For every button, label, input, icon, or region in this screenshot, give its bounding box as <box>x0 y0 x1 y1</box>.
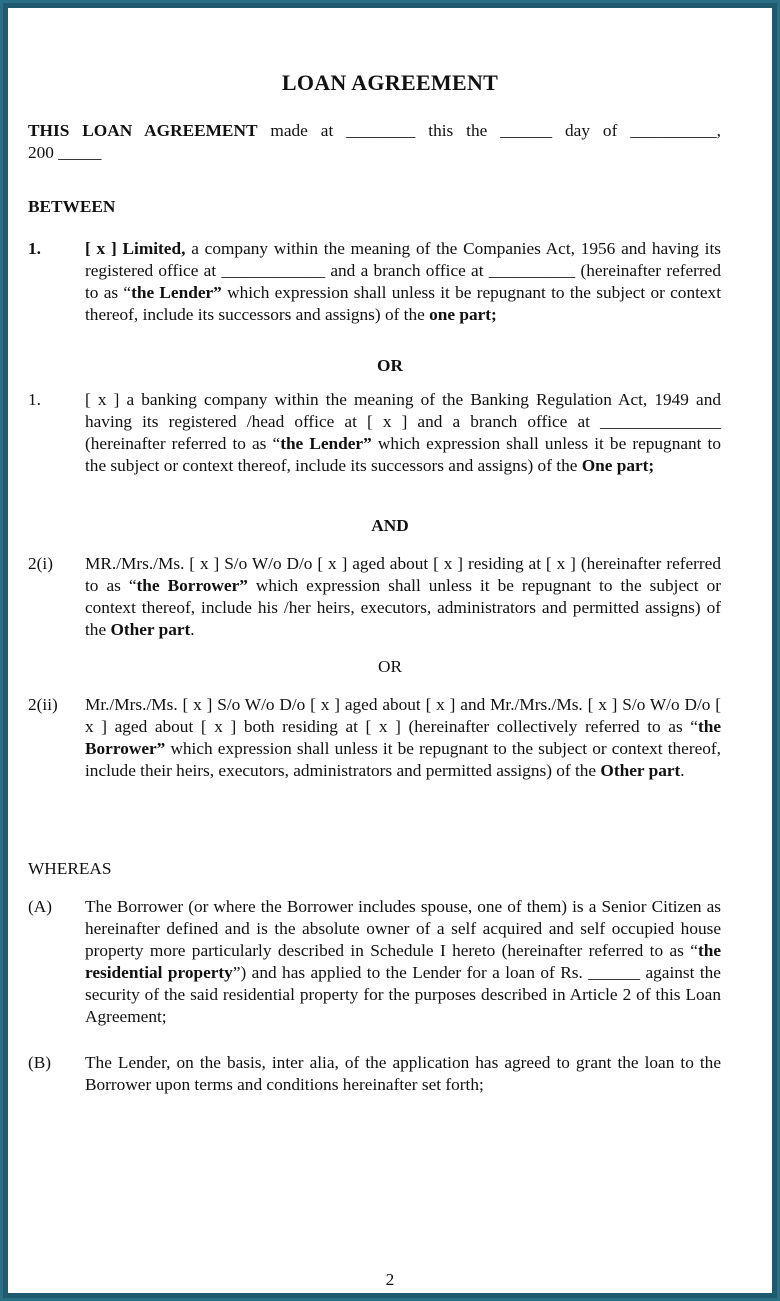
party2ii-part: Other part <box>600 761 681 780</box>
party1b-number: 1. <box>28 390 41 409</box>
intro-paragraph <box>28 120 721 164</box>
party2ii-end: . <box>680 761 685 780</box>
intro-line-1 <box>28 120 721 142</box>
party2ii-text-2: which expression shall unless it be repugnant to the subject or context thereof, include their heirs, executors, administrators and permitted assigns) of the <box>85 739 721 780</box>
party2i-borrower: the Borrower” <box>136 576 248 595</box>
intro-line-2: 200 _____ <box>28 143 102 162</box>
document-title: LOAN AGREEMENT <box>281 70 499 95</box>
party1a-part: one part; <box>429 305 497 324</box>
page-number: 2 <box>385 1270 395 1289</box>
party2i-text-2: which expression shall unless it be repugnant to the subject or context thereof, include his /her heirs, executors, administrators and permitted assigns) of the <box>85 576 721 639</box>
party1b-part: One part; <box>581 456 655 475</box>
party2i-paragraph <box>85 553 721 641</box>
intro-lead: THIS LOAN AGREEMENT <box>28 121 258 140</box>
party1b-text-2: which expression shall unless it be repugnant to the subject or context thereof, include its successors and assigns) of the <box>85 434 721 475</box>
party2ii-text: Mr./Mrs./Ms. [ x ] S/o W/o D/o [ x ] aged about [ x ] and Mr./Mrs./Ms. [ x ] S/o W/o D/o [ x ] aged about [ x ] both residing at [ x ] (hereinafter collectively referred to as “ <box>85 695 721 736</box>
or-separator-2: OR <box>377 657 402 676</box>
party2i-number: 2(i) <box>28 554 53 573</box>
party1b-text: [ x ] a banking company within the meaning of the Banking Regulation Act, 1949 and having its registered /head office at [ x ] and a branch office at ______________ (hereinafter referred to as “ <box>85 390 721 453</box>
party1a-name: [ x ] Limited, <box>85 239 186 258</box>
party1b-lender: the Lender” <box>280 434 372 453</box>
party2ii-borrower: the Borrower” <box>85 717 721 758</box>
recital-b-label: (B) <box>28 1053 52 1072</box>
recital-a-text-2: ”) and has applied to the Lender for a loan of Rs. ______ against the security of the said residential property for the purposes described in Article 2 of this Loan Agreement; <box>85 963 721 1026</box>
or-separator-1: OR <box>377 356 403 375</box>
whereas-heading: WHEREAS <box>28 859 112 878</box>
recital-a-label: (A) <box>28 897 52 916</box>
party2ii-number: 2(ii) <box>28 695 58 714</box>
recital-a-text: The Borrower (or where the Borrower includes spouse, one of them) is a Senior Citizen as hereinafter defined and is the absolute owner of a self acquired and self occupied house property more particularly described in Schedule I hereto (hereinafter referred to as “ <box>85 897 721 960</box>
document-page <box>8 8 772 1293</box>
party2i-text: MR./Mrs./Ms. [ x ] S/o W/o D/o [ x ] aged about [ x ] residing at [ x ] (hereinafter referred to as “ <box>85 554 721 595</box>
recital-a-paragraph <box>85 896 721 1028</box>
recital-b-paragraph: The Lender, on the basis, inter alia, of the application has agreed to grant the loan to the Borrower upon terms and conditions hereinafter set forth; <box>85 1053 721 1094</box>
intro-rest: made at ________ this the ______ day of __________, <box>257 121 721 140</box>
party1a-paragraph <box>85 238 721 326</box>
party2i-part: Other part <box>110 620 191 639</box>
party1a-text-2: which expression shall unless it be repugnant to the subject or context thereof, include its successors and assigns) of the <box>85 283 721 324</box>
party2i-end: . <box>190 620 195 639</box>
page-frame <box>3 3 777 1298</box>
party1a-lender: the Lender” <box>131 283 222 302</box>
recital-a-property: the residential property <box>85 941 721 982</box>
party1b-paragraph <box>85 389 721 477</box>
and-separator: AND <box>371 516 409 535</box>
party1a-text: a company within the meaning of the Companies Act, 1956 and having its registered office at ____________ and a branch office at __________ (hereinafter referred to as “ <box>85 239 721 302</box>
between-heading: BETWEEN <box>28 197 116 216</box>
party1a-number: 1. <box>28 239 41 258</box>
party2ii-paragraph <box>85 694 721 782</box>
